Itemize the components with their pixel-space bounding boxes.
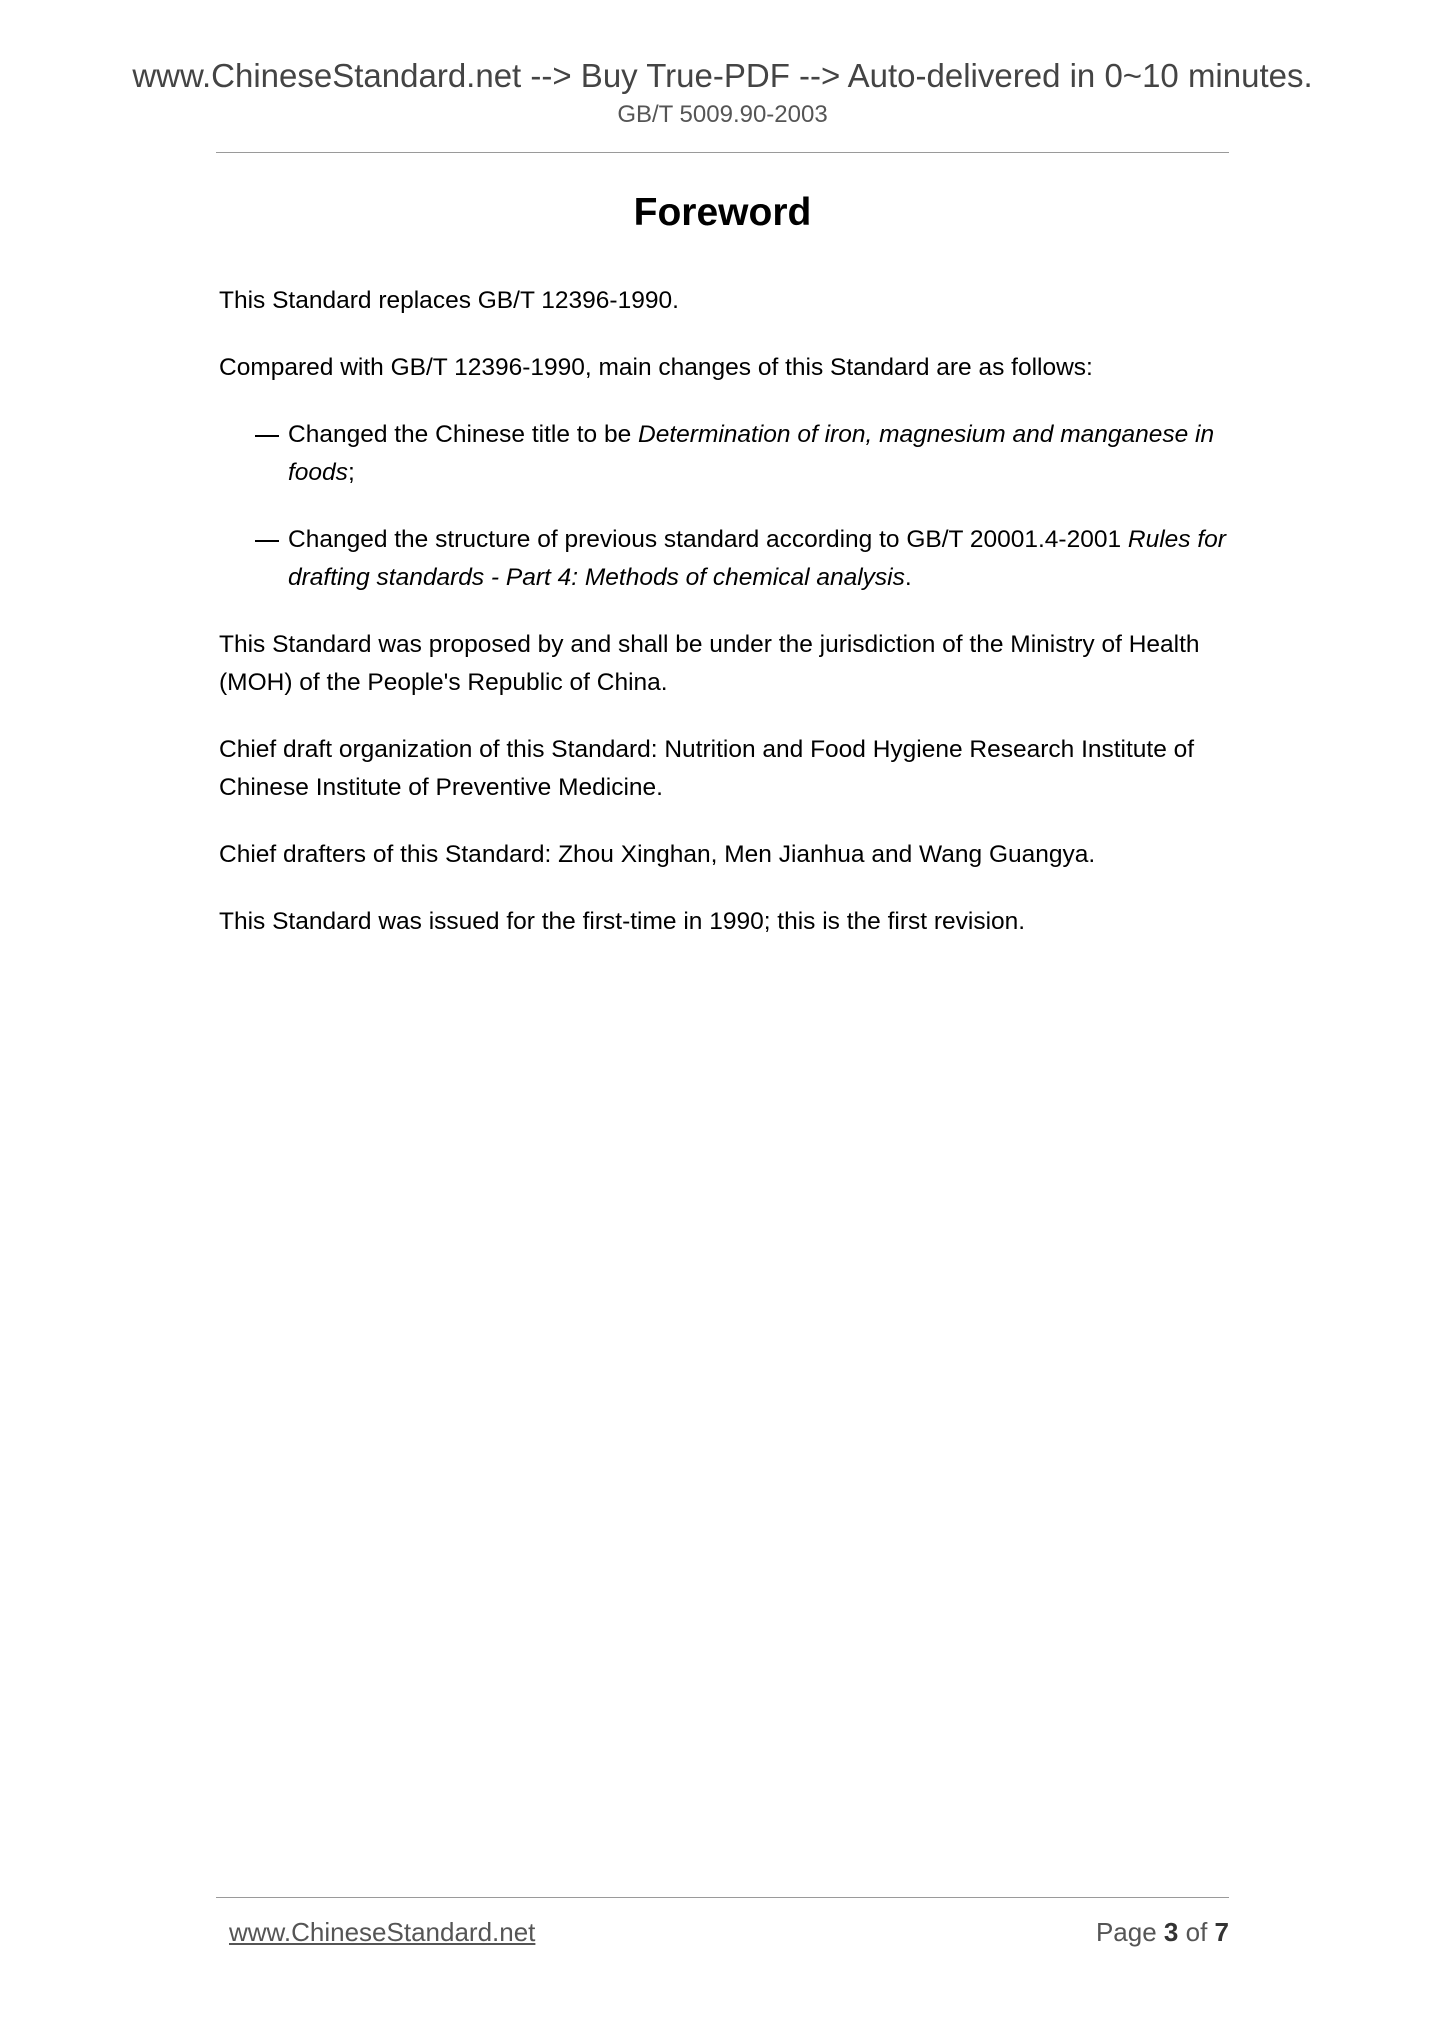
paragraph-replaces: This Standard replaces GB/T 12396-1990. (219, 287, 679, 314)
title-italic: Determination of iron, magnesium and manganese in foods (288, 421, 1215, 486)
paragraph-proposed: This Standard was proposed by and shall be under the jurisdiction of the Ministry of Health (MOH) of the People's Republic of China. (219, 631, 1200, 696)
rules-italic: Rules for drafting standards - Part 4: Methods of chemical analysis (288, 526, 1226, 591)
list-item-text: Changed the Chinese title to be Determination of iron, magnesium and manganese in foods; (288, 421, 1215, 486)
standard-code: GB/T 5009.90-2003 (617, 101, 828, 128)
current-page: 3 (1163, 1917, 1179, 1947)
footer-site-link[interactable]: www.ChineseStandard.net (229, 1917, 536, 1947)
list-item (253, 416, 1233, 492)
paragraph-drafters: Chief drafters of this Standard: Zhou Xinghan, Men Jianhua and Wang Guangya. (219, 841, 1096, 868)
page-number: Page 3 of 7 (1095, 1917, 1229, 1947)
page-title: Foreword (633, 191, 812, 234)
paragraph-changes-intro: Compared with GB/T 12396-1990, main changes of this Standard are as follows: (219, 354, 1093, 381)
paragraph-issued: This Standard was issued for the first-time in 1990; this is the first revision. (219, 908, 1026, 935)
paragraph-organization: Chief draft organization of this Standard: Nutrition and Food Hygiene Research Institute of Chinese Institute of Preventive Medicine. (219, 736, 1195, 801)
footer-divider (216, 1897, 1229, 1898)
list-item (253, 521, 1233, 597)
total-pages: 7 (1214, 1917, 1229, 1947)
header-divider (216, 152, 1229, 153)
site-banner: www.ChineseStandard.net --> Buy True-PDF --> Auto-delivered in 0~10 minutes. (132, 57, 1313, 94)
list-item-text: Changed the structure of previous standard according to GB/T 20001.4-2001 Rules for drafting standards - Part 4: Methods of chemical analysis. (288, 526, 1226, 591)
